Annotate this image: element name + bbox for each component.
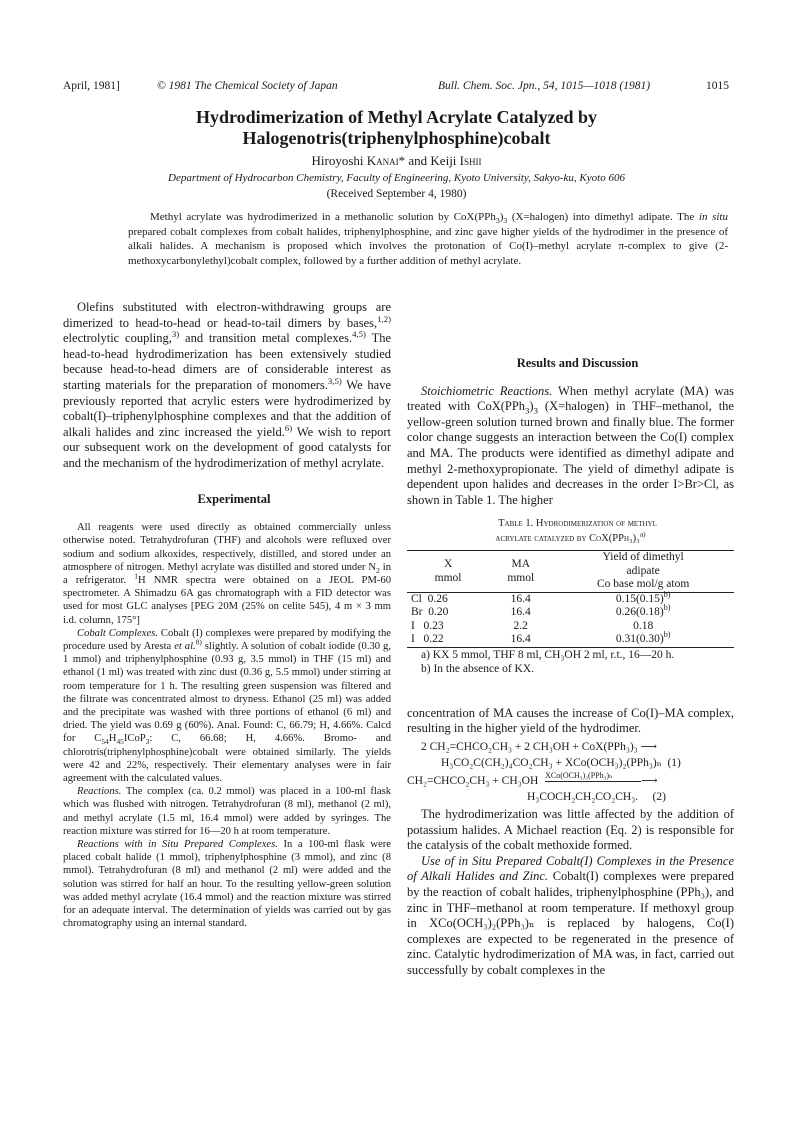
right-column [407, 300, 734, 979]
table-footnote-b: b) In the absence of KX. [421, 662, 535, 675]
table-caption: Table 1. Hydrodimerization of methyl acrylate catalyzed by CoX(PPh₃)₃$^{a)}$ [495, 518, 657, 545]
experimental-heading: Experimental [197, 491, 271, 506]
header-copyright: © 1981 The Chemical Society of Japan [157, 80, 338, 92]
table-row: I 0.23 2.2 0.18 [411, 619, 654, 632]
table-footnote-a: a) KX 5 mmol, THF 8 ml, CH₃OH 2 ml, r.t., 16—20 h. [421, 648, 675, 661]
header-citation: Bull. Chem. Soc. Jpn., 54, 1015—1018 (1981) [438, 80, 651, 92]
equation-2: CH₂=CHCO₂CH₃ + CH₃OH XCo(OCH₃)₂(PPh₃)ₙ ⟶ H₃COCH₂CH₂CO₂CH₃. (2) [407, 770, 666, 804]
reactions-paragraph: Reactions. The complex (ca. 0.2 mmol) was placed in a 100-ml flask which was flushed with nitrogen. Tetrahydrofuran (8 ml), methanol (2 ml), and methyl acrylate (1.5 ml, 16.4 mmol) were added by syringes. The reaction mixture was stirred for 16—20 h at room temperature. [63, 786, 391, 837]
article-title [0, 107, 793, 149]
title-line-2: Halogenotris(triphenylphosphine)cobalt [242, 128, 551, 148]
stoichiometric-paragraph: Stoichiometric Reactions. When methyl acrylate (MA) was treated with $CoX(PPh_3)_3$ (X=halogen) in THF–methanol, the yellow-green solution turned brown and finally blue. The former color change suggests an interaction between the Co(I) complex and MA. The products were identified as dimethyl adipate and methyl 2-methoxypropionate. The yield of dimethyl adipate is dependent upon halides and decreases in the order I>Br>Cl, as shown in Table 1. The higher [407, 383, 734, 507]
title-line-1: Hydrodimerization of Methyl Acrylate Catalyzed by [195, 107, 598, 127]
table-header-ma: MA mmol [507, 558, 535, 584]
header-date: April, 1981] [63, 80, 120, 92]
results-paragraph-3: The hydrodimerization was little affected by the addition of potassium halides. A Michael reaction (Eq. 2) is responsible for the catalysis of the cobalt methoxide formed. [407, 807, 734, 853]
table-row: Br 0.20 16.4 $0.26(0.18)^{b)}$ [411, 603, 671, 619]
table-1-grid [407, 550, 734, 648]
insitu-paragraph: Reactions with in Situ Prepared Complexes. In a 100-ml flask were placed cobalt halide (1 mmol), triphenylphosphine (3 mmol), and zinc (8 mmol). Tetrahydrofuran (8 ml) and methanol (2 ml) were added and the solution was stirred for half an hour. To the resulting yellow-green solution was added methyl acrylate (16.4 mmol) and the reaction mixture was stirred for an adequate interval. The determination of yields was carried out by gas chromatography using an internal standard. [63, 839, 391, 930]
left-column [63, 300, 391, 930]
equation-1: 2 CH₂=CHCO₂CH₃ + 2 CH₃OH + CoX(PPh₃)₃ ⟶ H₃CO₂C(CH₂)₄CO₂CH₃ + XCo(OCH₃)₂(PPh₃)ₙ (1) [421, 741, 681, 770]
insitu-cobalt-paragraph: Use of in Situ Prepared Cobalt(I) Complexes in the Presence of Alkali Halides and Zinc. Cobalt(I) complexes were prepared by the reaction of cobalt halides, triphenylphosphine (PPh₃), and zinc in THF–methanol at room temperature. If methoxyl group in XCo(OCH₃)₂(PPh₃)ₙ is replaced by halogens, Co(I) complexes are expected to be regenerated in the presence of zinc. Catalytic hydrodimerization of MA was, in fact, carried out successfully by cobalt complexes in the [407, 853, 735, 977]
affiliation: Department of Hydrocarbon Chemistry, Faculty of Engineering, Kyoto University, Sakyo-ku, Kyoto 606 [168, 172, 625, 184]
table-row: I 0.22 16.4 $0.31(0.30)^{b)}$ [411, 630, 671, 646]
cobalt-complexes-paragraph: Cobalt Complexes. Cobalt (I) complexes were prepared by modifying the procedure used by Aresta et al.$^{8)}$ slightly. A solution of cobalt iodide (0.30 g, 1 mmol) and triphenylphosphine (0.93 g, 3.5 mmol) in THF (15 ml) and ethanol (1 ml) was treated with zinc dust (0.36 g, 5.5 mmol) under stirring at room temperature for 1 h. The resulting green suspension was filtered and the filtrate was concentrated almost to dryness. Ethanol (25 ml) was added and the precipitate was washed with three portions of ethanol (6 ml) and dried. The yield was 0.69 g (60%). Anal. Found: C, 66.79; H, 4.66%. Calcd for $C_{54}H_{45}ICoP_3$: C, 66.68; H, 4.66%. Bromo- and chlorotris(triphenylphosphine)cobalt were obtained similarly. The yields were 42 and 22%, respectively. Their elementary analyses were in fair agreement with the calculated values. [63, 627, 392, 784]
authors: Hiroyoshi Kanai* and Keiji Ishii [311, 153, 482, 168]
results-paragraph-2: concentration of MA causes the increase of Co(I)–MA complex, resulting in the higher yield of the hydrodimer. [407, 705, 734, 736]
received-date: (Received September 4, 1980) [326, 188, 467, 200]
table-row: Cl 0.26 16.4 $0.15(0.15)^{b)}$ [411, 590, 671, 605]
table-1 [407, 516, 734, 676]
abstract: Methyl acrylate was hydrodimerized in a methanolic solution by $CoX(PPh_3)_3$ (X=halogen) into dimethyl adipate. The in situ prepared cobalt complexes from cobalt halides, triphenylphosphine, and zinc gave higher yields of the hydrodimer in the presence of alkali halides. A mechanism is proposed which involves the protonation of Co(I)–methyl acrylate π-complex to give (2-methoxycarbonylethyl)cobalt complex, followed by a further addition of methyl acrylate. [128, 211, 728, 267]
experimental-paragraph: All reagents were used directly as obtained commercially unless otherwise noted. Tetrahydrofuran (THF) and alcohols were refluxed over sodium and sodium alkoxides, respectively, distilled, and stored under an atmosphere of nitrogen. Methyl acrylate was distilled and stored under $N_2$ in a refrigerator. $^1$H NMR spectra were obtained on a JEOL PM-60 spectrometer. A Shimadzu 6A gas chromatograph with a FID detector was used for most GLC analyses [PEG 20M (25% on celite 545), 4 m × 3 mm i.d. column, 175°] [63, 522, 391, 626]
results-heading: Results and Discussion [516, 356, 639, 370]
table-header-yield: Yield of dimethyl adipate Co base mol/g atom [596, 551, 690, 591]
intro-paragraph: Olefins substituted with electron-withdrawing groups are dimerized to head-to-head or head-to-tail dimers by bases,$^{1,2)}$ electrolytic coupling,$^{3)}$ and transition metal complexes.$^{4,5)}$ The head-to-head hydrodimerization has been extensively studied because head-to-head dimers are of considerable interest as starting materials for the preparation of monomers.$^{3,5)}$ We have previously reported that acrylic esters were hydrodimerized by cobalt(I)–triphenylphosphine complexes and that the addition of alkali halides and zinc increased the yield.$^{6)}$ We wish to report our subsequent work on the development of good catalysts for and the mechanism of the hydrodimerization of methyl acrylate. [63, 300, 391, 470]
header-page-number: 1015 [706, 80, 729, 92]
table-header-x: X mmol [434, 558, 462, 584]
